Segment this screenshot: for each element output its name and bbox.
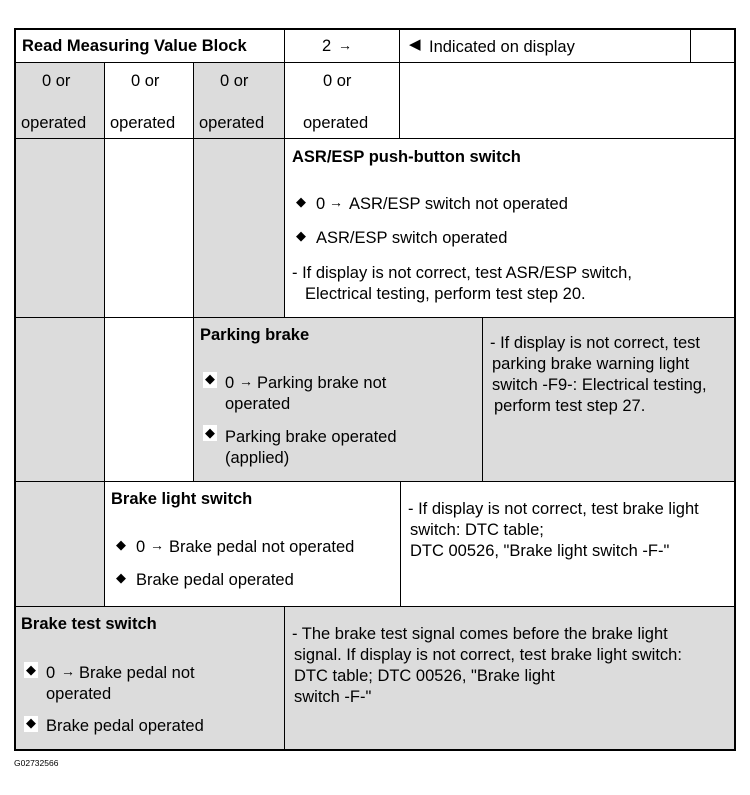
display-field-line1: 0 or (131, 72, 160, 90)
parking-bullet2-line2: (applied) (225, 449, 290, 467)
brake-light-note-line3: DTC 00526, "Brake light switch -F-" (410, 542, 670, 560)
brake-light-bullet2-text: Brake pedal operated (136, 571, 294, 589)
right-arrow-icon: → (239, 373, 253, 389)
display-field-line1: 0 or (42, 72, 71, 90)
asr-left-col-1 (14, 138, 105, 318)
parking-bullet1-line1: Parking brake not (257, 374, 387, 392)
bullet-diamond-icon: ◆ (205, 371, 215, 386)
header-empty-cell (690, 28, 736, 63)
bullet-diamond-icon: ◆ (205, 425, 215, 440)
asr-bullet1-text: ASR/ESP switch not operated (349, 195, 568, 213)
display-field-line2: operated (303, 114, 369, 132)
bullet-zero: 0 (225, 374, 235, 392)
asr-note-line2: Electrical testing, perform test step 20. (305, 285, 586, 303)
brake-light-bullet1-text: Brake pedal not operated (169, 538, 355, 556)
header-title: Read Measuring Value Block (22, 37, 247, 55)
brake-test-bullet1-line2: operated (46, 685, 112, 703)
bullet-diamond-icon: ◆ (116, 570, 126, 585)
asr-bullet2-text: ASR/ESP switch operated (316, 229, 508, 247)
header-indicated-cell (399, 28, 691, 63)
parking-bullet1-line2: operated (225, 395, 291, 413)
bullet-zero: 0 (46, 664, 56, 682)
brake-light-left-col (14, 481, 105, 607)
right-arrow-icon: → (61, 663, 75, 679)
brake-test-section (14, 606, 285, 751)
display-field-line1: 0 or (220, 72, 249, 90)
bullet-zero: 0 (136, 538, 146, 556)
parking-left-col-1 (14, 317, 105, 482)
brake-test-note-cell (284, 606, 736, 751)
header-title-cell (14, 28, 285, 63)
parking-note-line1: - If display is not correct, test (490, 334, 700, 352)
brake-test-note-line3: DTC table; DTC 00526, "Brake light (294, 667, 555, 685)
brake-light-title: Brake light switch (111, 490, 253, 508)
parking-brake-title: Parking brake (200, 326, 310, 344)
asr-left-col-2 (104, 138, 194, 318)
right-arrow-icon: → (150, 537, 164, 553)
bullet-diamond-icon: ◆ (26, 662, 36, 677)
display-field-line2: operated (21, 114, 87, 132)
brake-test-note-line4: switch -F-" (294, 688, 372, 706)
asr-note-line1: - If display is not correct, test ASR/ESP switch, (292, 264, 632, 282)
brake-light-note-line2: switch: DTC table; (410, 521, 544, 539)
brake-test-title: Brake test switch (21, 615, 157, 633)
brake-light-section (104, 481, 401, 607)
display-field-line2: operated (199, 114, 265, 132)
display-field-4 (284, 62, 400, 139)
display-field-2 (104, 62, 194, 139)
bullet-diamond-icon: ◆ (296, 228, 306, 243)
brake-test-note-line1: - The brake test signal comes before the brake light (292, 625, 668, 643)
display-field-line1: 0 or (323, 72, 352, 90)
bullet-diamond-icon: ◆ (116, 537, 126, 552)
brake-test-note-line2: signal. If display is not correct, test brake light switch: (294, 646, 682, 664)
indicated-label: Indicated on display (429, 38, 575, 56)
bullet-diamond-icon: ◆ (296, 194, 306, 209)
asr-esp-title: ASR/ESP push-button switch (292, 148, 521, 166)
right-arrow-icon: → (329, 194, 343, 210)
asr-left-col-3 (193, 138, 285, 318)
parking-note-line2: parking brake warning light (492, 355, 690, 373)
header-block-number-cell (284, 28, 400, 63)
parking-left-col-2 (104, 317, 194, 482)
block-number: 2 (322, 37, 332, 55)
brake-light-note-line1: - If display is not correct, test brake light (408, 500, 699, 518)
display-row-empty-cell (399, 62, 736, 139)
block-arrow-icon: → (338, 37, 352, 53)
display-field-1 (14, 62, 105, 139)
bullet-zero: 0 (316, 195, 326, 213)
asr-esp-section (284, 138, 736, 318)
parking-note-line4: perform test step 27. (494, 397, 646, 415)
bullet-diamond-icon: ◆ (26, 715, 36, 730)
display-field-line2: operated (110, 114, 176, 132)
left-triangle-icon: ◀ (409, 36, 421, 53)
figure-id: G02732566 (14, 758, 59, 768)
display-field-3 (193, 62, 285, 139)
brake-test-bullet2-text: Brake pedal operated (46, 717, 204, 735)
parking-note-line3: switch -F9-: Electrical testing, (492, 376, 707, 394)
parking-brake-section (193, 317, 483, 482)
brake-test-bullet1-line1: Brake pedal not (79, 664, 195, 682)
parking-bullet2-line1: Parking brake operated (225, 428, 397, 446)
brake-light-note-cell (400, 481, 736, 607)
parking-brake-note-cell (482, 317, 736, 482)
